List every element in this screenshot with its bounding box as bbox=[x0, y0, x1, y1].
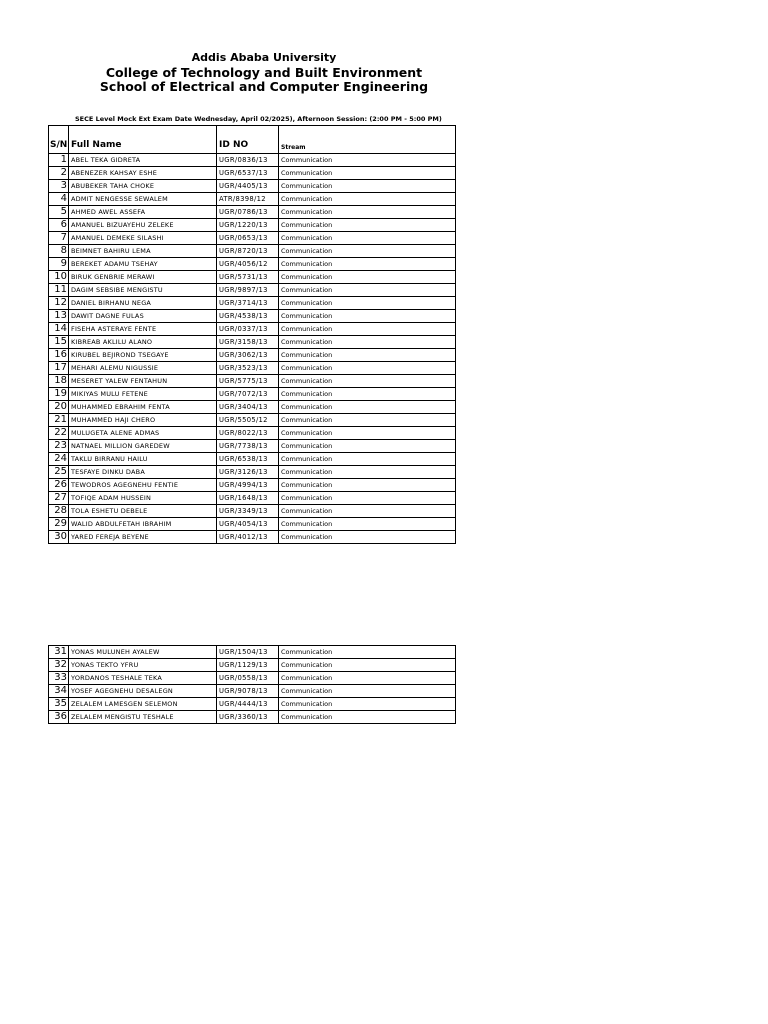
row-id-no: UGR/4444/13 bbox=[217, 698, 279, 711]
row-full-name: ABENEZER KAHSAY ESHE bbox=[69, 167, 217, 180]
row-stream: Communication bbox=[279, 453, 456, 466]
row-stream: Communication bbox=[279, 466, 456, 479]
row-sn: 28 bbox=[49, 505, 69, 518]
row-sn: 10 bbox=[49, 271, 69, 284]
row-stream: Communication bbox=[279, 193, 456, 206]
row-sn: 22 bbox=[49, 427, 69, 440]
table-row bbox=[49, 388, 456, 401]
row-id-no: UGR/4012/13 bbox=[217, 531, 279, 544]
table-row bbox=[49, 505, 456, 518]
row-id-no: UGR/9897/13 bbox=[217, 284, 279, 297]
row-stream: Communication bbox=[279, 375, 456, 388]
row-full-name: MEHARI ALEMU NIGUSSIE bbox=[69, 362, 217, 375]
row-id-no: UGR/8022/13 bbox=[217, 427, 279, 440]
row-id-no: UGR/6538/13 bbox=[217, 453, 279, 466]
header-id-no: ID NO bbox=[217, 126, 279, 154]
row-stream: Communication bbox=[279, 284, 456, 297]
row-stream: Communication bbox=[279, 349, 456, 362]
row-sn: 21 bbox=[49, 414, 69, 427]
row-sn: 29 bbox=[49, 518, 69, 531]
row-full-name: DAGIM SEBSIBE MENGISTU bbox=[69, 284, 217, 297]
row-full-name: AHMED AWEL ASSEFA bbox=[69, 206, 217, 219]
table-row bbox=[49, 414, 456, 427]
row-sn: 1 bbox=[49, 154, 69, 167]
row-id-no: UGR/1220/13 bbox=[217, 219, 279, 232]
row-stream: Communication bbox=[279, 518, 456, 531]
row-stream: Communication bbox=[279, 310, 456, 323]
row-full-name: MULUGETA ALENE ADMAS bbox=[69, 427, 217, 440]
table-row bbox=[49, 492, 456, 505]
row-full-name: YONAS MULUNEH AYALEW bbox=[69, 646, 217, 659]
row-full-name: TOFIQE ADAM HUSSEIN bbox=[69, 492, 217, 505]
row-id-no: UGR/5775/13 bbox=[217, 375, 279, 388]
row-stream: Communication bbox=[279, 479, 456, 492]
student-table-2 bbox=[48, 645, 456, 724]
row-stream: Communication bbox=[279, 685, 456, 698]
table-row bbox=[49, 427, 456, 440]
row-sn: 12 bbox=[49, 297, 69, 310]
row-full-name: TOLA ESHETU DEBELE bbox=[69, 505, 217, 518]
row-full-name: BEIMNET BAHIRU LEMA bbox=[69, 245, 217, 258]
header-full-name: Full Name bbox=[69, 126, 217, 154]
row-sn: 18 bbox=[49, 375, 69, 388]
row-stream: Communication bbox=[279, 258, 456, 271]
school-title: School of Electrical and Computer Engineering bbox=[99, 79, 429, 94]
table-row bbox=[49, 245, 456, 258]
table-row bbox=[49, 349, 456, 362]
row-id-no: UGR/5731/13 bbox=[217, 271, 279, 284]
table-row bbox=[49, 362, 456, 375]
row-full-name: YOSEF AGEGNEHU DESALEGN bbox=[69, 685, 217, 698]
row-id-no: UGR/4056/12 bbox=[217, 258, 279, 271]
row-sn: 14 bbox=[49, 323, 69, 336]
row-stream: Communication bbox=[279, 154, 456, 167]
row-id-no: UGR/7738/13 bbox=[217, 440, 279, 453]
row-full-name: NATNAEL MILLION GAREDEW bbox=[69, 440, 217, 453]
row-id-no: UGR/3126/13 bbox=[217, 466, 279, 479]
row-full-name: FISEHA ASTERAYE FENTE bbox=[69, 323, 217, 336]
row-stream: Communication bbox=[279, 659, 456, 672]
table-row bbox=[49, 531, 456, 544]
row-full-name: ZELALEM MENGISTU TESHALE bbox=[69, 711, 217, 724]
row-id-no: UGR/0653/13 bbox=[217, 232, 279, 245]
row-full-name: ABUBEKER TAHA CHOKE bbox=[69, 180, 217, 193]
row-sn: 17 bbox=[49, 362, 69, 375]
table-row bbox=[49, 440, 456, 453]
row-full-name: KIBREAB AKLILU ALANO bbox=[69, 336, 217, 349]
row-stream: Communication bbox=[279, 388, 456, 401]
table-row bbox=[49, 646, 456, 659]
row-id-no: UGR/6537/13 bbox=[217, 167, 279, 180]
row-full-name: YONAS TEKTO YFRU bbox=[69, 659, 217, 672]
row-id-no: UGR/0558/13 bbox=[217, 672, 279, 685]
row-full-name: TESFAYE DINKU DABA bbox=[69, 466, 217, 479]
row-id-no: UGR/8720/13 bbox=[217, 245, 279, 258]
row-stream: Communication bbox=[279, 232, 456, 245]
row-stream: Communication bbox=[279, 245, 456, 258]
row-full-name: AMANUEL BIZUAYEHU ZELEKE bbox=[69, 219, 217, 232]
row-full-name: ZELALEM LAMESGEN SELEMON bbox=[69, 698, 217, 711]
table-body-1 bbox=[49, 154, 456, 544]
row-sn: 24 bbox=[49, 453, 69, 466]
table-row bbox=[49, 271, 456, 284]
row-sn: 7 bbox=[49, 232, 69, 245]
row-stream: Communication bbox=[279, 271, 456, 284]
row-id-no: UGR/3158/13 bbox=[217, 336, 279, 349]
row-stream: Communication bbox=[279, 362, 456, 375]
row-stream: Communication bbox=[279, 297, 456, 310]
row-stream: Communication bbox=[279, 180, 456, 193]
row-id-no: UGR/4405/13 bbox=[217, 180, 279, 193]
table-row bbox=[49, 154, 456, 167]
row-full-name: MIKIYAS MULU FETENE bbox=[69, 388, 217, 401]
row-id-no: UGR/9078/13 bbox=[217, 685, 279, 698]
row-sn: 25 bbox=[49, 466, 69, 479]
row-id-no: UGR/3523/13 bbox=[217, 362, 279, 375]
row-sn: 34 bbox=[49, 685, 69, 698]
row-stream: Communication bbox=[279, 531, 456, 544]
row-stream: Communication bbox=[279, 206, 456, 219]
row-sn: 2 bbox=[49, 167, 69, 180]
row-sn: 36 bbox=[49, 711, 69, 724]
row-id-no: UGR/5505/12 bbox=[217, 414, 279, 427]
row-sn: 4 bbox=[49, 193, 69, 206]
row-id-no: UGR/4538/13 bbox=[217, 310, 279, 323]
row-stream: Communication bbox=[279, 440, 456, 453]
row-stream: Communication bbox=[279, 336, 456, 349]
row-full-name: TAKLU BIRRANU HAILU bbox=[69, 453, 217, 466]
row-sn: 23 bbox=[49, 440, 69, 453]
row-stream: Communication bbox=[279, 672, 456, 685]
row-id-no: UGR/4054/13 bbox=[217, 518, 279, 531]
row-sn: 5 bbox=[49, 206, 69, 219]
table-row bbox=[49, 685, 456, 698]
row-full-name: DAWIT DAGNE FULAS bbox=[69, 310, 217, 323]
row-full-name: ADMIT NENGESSE SEWALEM bbox=[69, 193, 217, 206]
row-sn: 20 bbox=[49, 401, 69, 414]
row-full-name: MUHAMMED HAJI CHERO bbox=[69, 414, 217, 427]
row-sn: 32 bbox=[49, 659, 69, 672]
table-row bbox=[49, 698, 456, 711]
table-row bbox=[49, 180, 456, 193]
row-full-name: KIRUBEL BEJIROND TSEGAYE bbox=[69, 349, 217, 362]
table-row bbox=[49, 284, 456, 297]
row-stream: Communication bbox=[279, 219, 456, 232]
row-id-no: UGR/1504/13 bbox=[217, 646, 279, 659]
table-row bbox=[49, 518, 456, 531]
row-sn: 30 bbox=[49, 531, 69, 544]
row-sn: 11 bbox=[49, 284, 69, 297]
row-id-no: UGR/0786/13 bbox=[217, 206, 279, 219]
row-stream: Communication bbox=[279, 492, 456, 505]
table-row bbox=[49, 375, 456, 388]
table-row bbox=[49, 336, 456, 349]
row-full-name: YARED FEREJA BEYENE bbox=[69, 531, 217, 544]
table-row bbox=[49, 672, 456, 685]
row-full-name: MESERET YALEW FENTAHUN bbox=[69, 375, 217, 388]
exam-session-info: SECE Level Mock Ext Exam Date Wednesday, April 02/2025), Afternoon Session: (2:00 PM - 5:00 PM) bbox=[75, 115, 442, 123]
row-full-name: BIRUK GENBRIE MERAWI bbox=[69, 271, 217, 284]
row-stream: Communication bbox=[279, 323, 456, 336]
table-header-row bbox=[49, 126, 456, 154]
row-sn: 26 bbox=[49, 479, 69, 492]
row-stream: Communication bbox=[279, 427, 456, 440]
header-sn: S/N bbox=[49, 126, 69, 154]
row-id-no: UGR/1648/13 bbox=[217, 492, 279, 505]
row-full-name: AMANUEL DEMEKE SILASHI bbox=[69, 232, 217, 245]
row-sn: 3 bbox=[49, 180, 69, 193]
row-id-no: UGR/3349/13 bbox=[217, 505, 279, 518]
table-row bbox=[49, 258, 456, 271]
table-row bbox=[49, 659, 456, 672]
table-row bbox=[49, 479, 456, 492]
table-row bbox=[49, 206, 456, 219]
table-row bbox=[49, 711, 456, 724]
college-title: College of Technology and Built Environment bbox=[105, 65, 423, 80]
row-full-name: DANIEL BIRHANU NEGA bbox=[69, 297, 217, 310]
row-id-no: UGR/7072/13 bbox=[217, 388, 279, 401]
row-id-no: UGR/3062/13 bbox=[217, 349, 279, 362]
row-sn: 33 bbox=[49, 672, 69, 685]
table-row bbox=[49, 323, 456, 336]
row-id-no: UGR/0836/13 bbox=[217, 154, 279, 167]
university-title: Addis Ababa University bbox=[191, 51, 337, 64]
row-sn: 27 bbox=[49, 492, 69, 505]
row-stream: Communication bbox=[279, 711, 456, 724]
row-id-no: UGR/4994/13 bbox=[217, 479, 279, 492]
row-stream: Communication bbox=[279, 646, 456, 659]
table-body-2 bbox=[49, 646, 456, 724]
row-sn: 8 bbox=[49, 245, 69, 258]
row-full-name: MUHAMMED EBRAHIM FENTA bbox=[69, 401, 217, 414]
table-row bbox=[49, 193, 456, 206]
table-row bbox=[49, 310, 456, 323]
row-full-name: ABEL TEKA GIDRETA bbox=[69, 154, 217, 167]
row-id-no: ATR/8398/12 bbox=[217, 193, 279, 206]
row-sn: 19 bbox=[49, 388, 69, 401]
student-table-1 bbox=[48, 125, 456, 544]
row-sn: 31 bbox=[49, 646, 69, 659]
table-row bbox=[49, 297, 456, 310]
row-sn: 15 bbox=[49, 336, 69, 349]
table-row bbox=[49, 453, 456, 466]
row-stream: Communication bbox=[279, 414, 456, 427]
row-full-name: WALID ABDULFETAH IBRAHIM bbox=[69, 518, 217, 531]
row-stream: Communication bbox=[279, 401, 456, 414]
row-sn: 9 bbox=[49, 258, 69, 271]
table-row bbox=[49, 219, 456, 232]
row-stream: Communication bbox=[279, 698, 456, 711]
row-sn: 13 bbox=[49, 310, 69, 323]
table-row bbox=[49, 401, 456, 414]
row-id-no: UGR/0337/13 bbox=[217, 323, 279, 336]
row-full-name: YORDANOS TESHALE TEKA bbox=[69, 672, 217, 685]
table-row bbox=[49, 167, 456, 180]
row-stream: Communication bbox=[279, 167, 456, 180]
row-id-no: UGR/3404/13 bbox=[217, 401, 279, 414]
row-full-name: TEWODROS AGEGNEHU FENTIE bbox=[69, 479, 217, 492]
header-stream: Stream bbox=[279, 126, 456, 154]
row-id-no: UGR/3714/13 bbox=[217, 297, 279, 310]
row-sn: 35 bbox=[49, 698, 69, 711]
row-full-name: BEREKET ADAMU TSEHAY bbox=[69, 258, 217, 271]
row-id-no: UGR/3360/13 bbox=[217, 711, 279, 724]
table-row bbox=[49, 232, 456, 245]
row-sn: 6 bbox=[49, 219, 69, 232]
row-id-no: UGR/1129/13 bbox=[217, 659, 279, 672]
table-row bbox=[49, 466, 456, 479]
row-stream: Communication bbox=[279, 505, 456, 518]
row-sn: 16 bbox=[49, 349, 69, 362]
